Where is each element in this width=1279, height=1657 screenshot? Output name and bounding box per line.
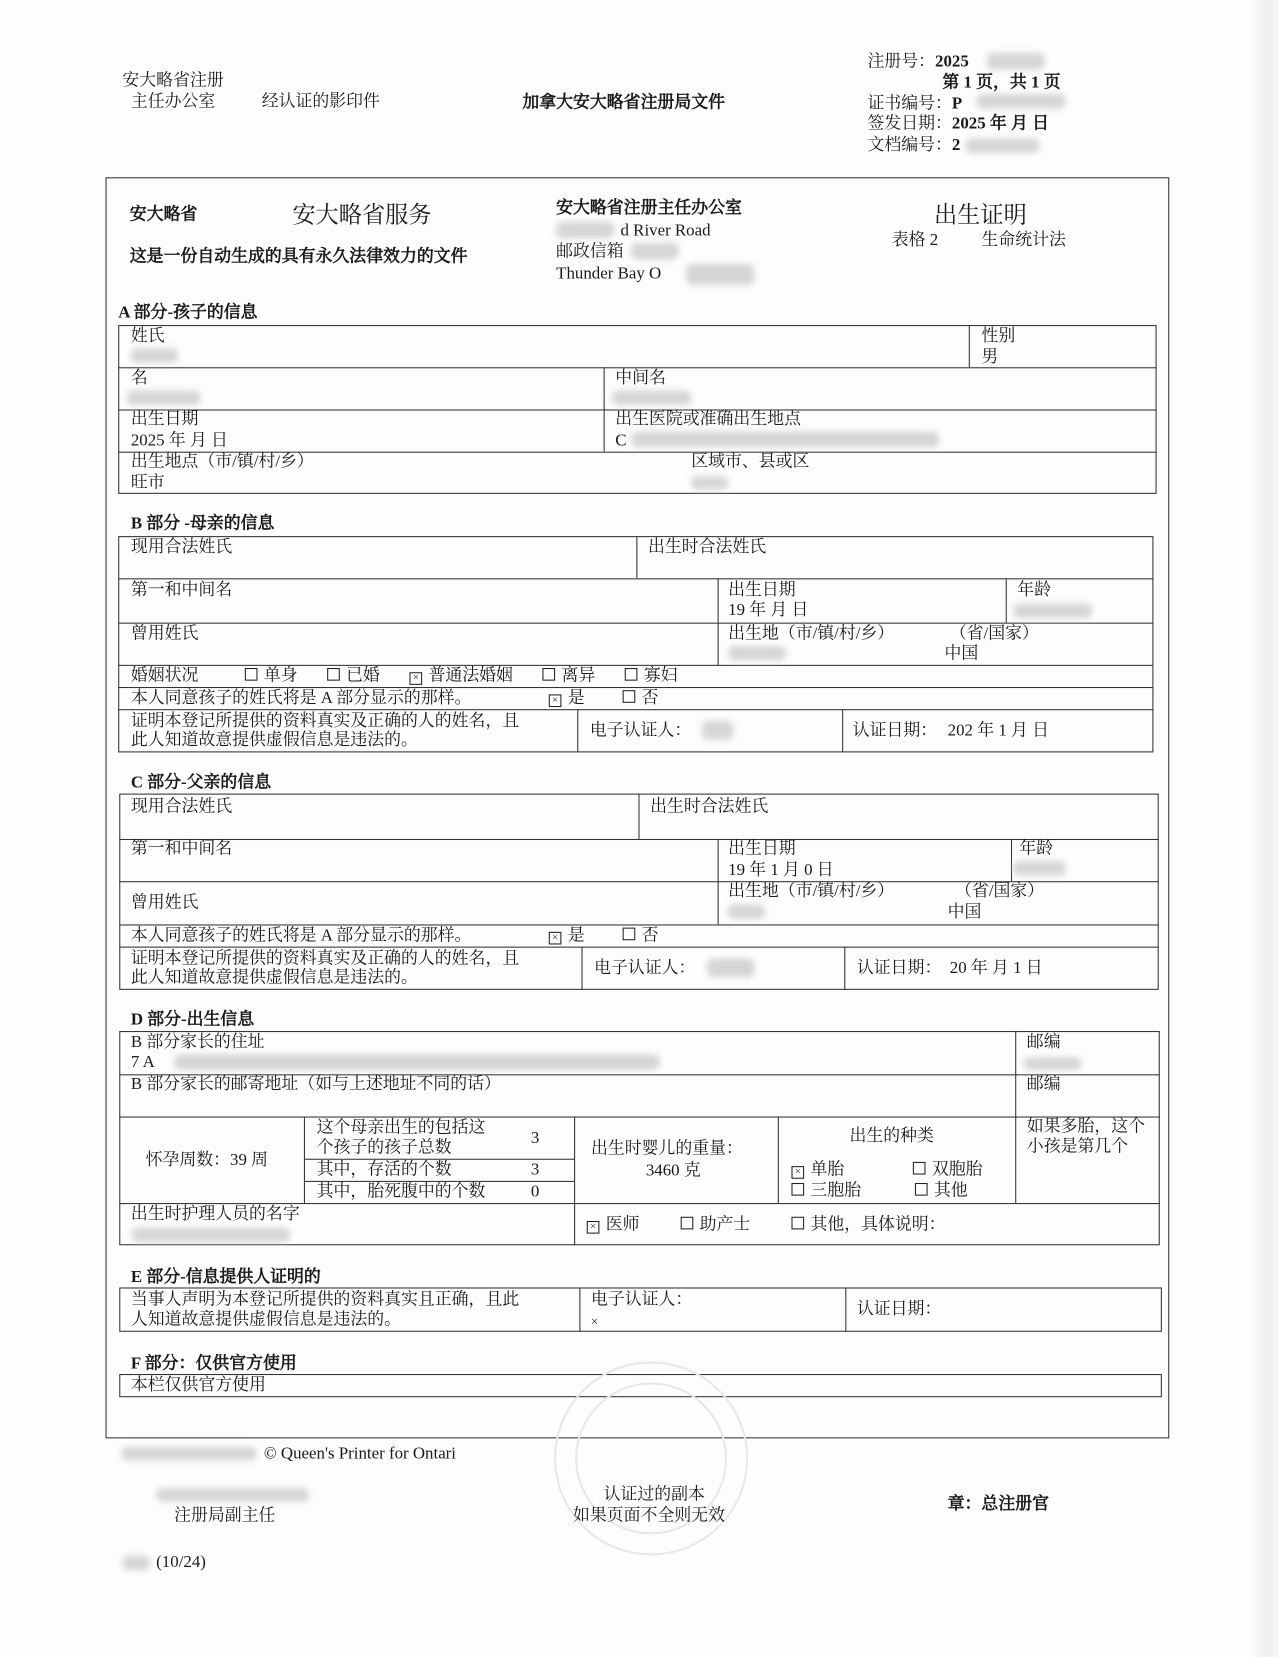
birthplace-label: 出生地点（市/镇/村/乡）: [130, 452, 314, 471]
invalid-note: 如果页面不全则无效: [573, 1506, 726, 1525]
doc-title: 加拿大安大略省注册局文件: [522, 93, 726, 112]
marital-option-widowed[interactable]: 寡妇: [625, 667, 678, 685]
office-city: Thunder Bay O: [556, 264, 662, 283]
checkbox[interactable]: [245, 668, 258, 681]
father-country-value: 中国: [947, 903, 982, 922]
father-age-label: 年龄: [1019, 840, 1054, 858]
middle-name-label: 中间名: [615, 369, 666, 388]
mother-cert-date-value: 202 年 1 月 日: [947, 721, 1049, 740]
marital-option-married[interactable]: 已婚: [327, 667, 380, 685]
reg-no-label: 注册号：: [867, 52, 936, 71]
cert-no-label: 证书编号：: [867, 94, 952, 113]
certificate-title: 出生证明: [933, 201, 1027, 228]
legal-note: 这是一份自动生成的具有永久法律效力的文件: [129, 247, 468, 266]
redaction: [121, 1447, 256, 1461]
redaction: [987, 53, 1045, 70]
checkbox-checked[interactable]: ×: [587, 1221, 600, 1234]
scan-edge: [1247, 0, 1279, 1657]
father-dob-value: 19 年 1 月 0 日: [728, 861, 834, 880]
issue-date-value: 2025 年 月 日: [951, 115, 1050, 133]
province-label: 安大略省: [129, 205, 198, 224]
checkbox[interactable]: [915, 1183, 928, 1196]
weight-value: 3460 克: [645, 1161, 701, 1180]
checkbox-checked[interactable]: ×: [549, 932, 562, 945]
office-line2: 主任办公室: [130, 92, 216, 111]
official-use: 本栏仅供官方使用: [130, 1376, 266, 1395]
reg-no-value: 2025: [935, 52, 969, 71]
redaction: [1024, 1057, 1082, 1070]
checkbox[interactable]: [681, 1217, 694, 1230]
section-e-label: E 部分-信息提供人证明的: [130, 1268, 321, 1287]
mother-dob-value: 19 年 月 日: [728, 601, 809, 620]
redaction: [132, 1227, 290, 1242]
father-dob-label: 出生日期: [728, 840, 796, 858]
marital-option-single[interactable]: 单身: [245, 667, 298, 685]
child-dob-label: 出生日期: [130, 410, 199, 429]
father-birthplace-label: 出生地（市/镇/村/乡）: [728, 882, 895, 901]
mother-country-value: 中国: [944, 644, 979, 663]
checkbox[interactable]: [327, 668, 340, 681]
redaction: [966, 138, 1040, 153]
father-current-surname-label: 现用合法姓氏: [130, 797, 233, 816]
registrar-general-seal: 章：总注册官: [947, 1495, 1049, 1514]
redaction: [174, 1054, 659, 1070]
certified-copy-note: 认证过的副本: [603, 1485, 705, 1504]
office-name: 安大略省注册主任办公室: [556, 199, 742, 218]
gestation: 怀孕周数：39 周: [145, 1151, 269, 1170]
checkbox[interactable]: [542, 668, 555, 681]
redaction: [728, 904, 765, 919]
checkbox[interactable]: [791, 1183, 804, 1196]
hospital-label: 出生医院或准确出生地点: [615, 410, 801, 429]
redaction: [1013, 861, 1066, 876]
checkbox-checked[interactable]: ×: [409, 672, 422, 685]
redaction: [631, 243, 678, 260]
father-consent: 本人同意孩子的姓氏将是 A 部分显示的那样。: [130, 926, 472, 945]
cert-no-value: P: [951, 94, 963, 113]
form-code: (10/24): [156, 1553, 206, 1572]
stillborn-label: 其中，胎死腹中的个数: [316, 1182, 486, 1201]
deputy-registrar: 注册局副主任: [174, 1506, 276, 1525]
marital-status-label: 婚姻状况: [130, 666, 199, 685]
office-address: d River Road: [620, 221, 711, 240]
marital-option-divorced[interactable]: 离异: [542, 667, 595, 685]
page-info: 第 1 页，共 1 页: [942, 73, 1061, 92]
living-value: 3: [530, 1160, 540, 1179]
mother-cert-date-label: 认证日期：: [852, 721, 938, 740]
mother-birthplace-label: 出生地（市/镇/村/乡）: [728, 624, 895, 643]
checkbox[interactable]: [791, 1217, 804, 1230]
father-declaration-2: 此人知道故意提供虚假信息是违法的。: [130, 968, 418, 987]
weight-label: 出生时婴儿的重量：: [590, 1139, 743, 1158]
redaction: [728, 646, 786, 661]
redaction: [686, 264, 755, 285]
checkbox[interactable]: [625, 668, 638, 681]
informant-e-cert-label: 电子认证人：: [590, 1290, 693, 1309]
mother-first-middle-label: 第一和中间名: [130, 581, 233, 600]
office-line1: 安大略省注册: [122, 71, 224, 90]
certified-copy-label: 经认证的影印件: [261, 92, 380, 111]
mailing-postal-label: 邮编: [1026, 1075, 1061, 1094]
father-former-surname-label: 曾用姓氏: [130, 893, 199, 912]
mother-birth-surname-label: 出生时合法姓氏: [647, 538, 767, 557]
birth-type-triplets[interactable]: 三胞胎: [791, 1182, 861, 1201]
po-box: 邮政信箱: [556, 242, 624, 261]
birth-type-label: 出生的种类: [849, 1127, 934, 1146]
father-consent-no[interactable]: 否: [623, 927, 659, 946]
section-b-label: B 部分 -母亲的信息: [130, 514, 275, 533]
residence-value: 7 A: [130, 1053, 155, 1072]
father-e-cert-label: 电子认证人：: [594, 959, 696, 978]
living-label: 其中，存活的个数: [316, 1160, 452, 1179]
informant-e-cert-value: ×: [590, 1313, 599, 1329]
birth-type-single[interactable]: × 单胎: [791, 1161, 844, 1180]
redaction: [556, 222, 614, 239]
mother-e-cert-label: 电子认证人：: [589, 721, 692, 740]
redaction: [131, 348, 178, 363]
issue-date-label: 签发日期：: [867, 115, 952, 133]
total-children-line2: 个孩子的孩子总数: [316, 1138, 452, 1157]
section-c-label: C 部分-父亲的信息: [130, 773, 272, 792]
signature-redaction: [156, 1488, 309, 1502]
child-surname-label: 姓氏: [130, 327, 165, 346]
total-children-value: 3: [530, 1129, 540, 1148]
hospital-value: C: [615, 431, 627, 450]
section-d-label: D 部分-出生信息: [130, 1010, 255, 1029]
attendant-midwife[interactable]: 助产士: [681, 1216, 751, 1235]
father-cert-date-value: 20 年 月 1 日: [949, 959, 1043, 978]
marital-option-common-law[interactable]: × 普通法婚姻: [409, 667, 512, 685]
birth-type-twins[interactable]: 双胞胎: [913, 1161, 983, 1180]
attendant-physician[interactable]: × 医师: [587, 1216, 640, 1235]
mother-consent-no[interactable]: 否: [623, 689, 659, 708]
checkbox[interactable]: [913, 1162, 926, 1175]
redaction: [976, 94, 1066, 109]
multiple-line2: 小孩是第几个: [1026, 1137, 1129, 1156]
region-label: 区域市、县或区: [691, 452, 810, 471]
mother-declaration-2: 此人知道故意提供虚假信息是违法的。: [130, 731, 418, 750]
checkbox-checked[interactable]: ×: [791, 1166, 804, 1179]
marital-options: [245, 667, 678, 686]
birthplace-value: 旺市: [130, 473, 165, 492]
stillborn-value: 0: [530, 1182, 540, 1201]
mother-province-label: （省/国家）: [949, 624, 1039, 643]
attendant-other[interactable]: 其他，具体说明：: [791, 1216, 945, 1235]
mother-former-surname-label: 曾用姓氏: [130, 624, 199, 643]
redaction: [612, 390, 691, 405]
section-f-label: F 部分：仅供官方使用: [130, 1355, 297, 1373]
doc-no-label: 文档编号：: [867, 136, 952, 155]
mother-declaration-1: 证明本登记所提供的资料真实及正确的人的姓名，且: [130, 712, 520, 731]
redaction: [631, 432, 939, 448]
mother-dob-label: 出生日期: [728, 581, 796, 600]
birth-type-other[interactable]: 其他: [915, 1182, 968, 1201]
residence-label: B 部分家长的住址: [130, 1033, 265, 1052]
section-a-label: A 部分-孩子的信息: [118, 303, 258, 322]
residence-postal-label: 邮编: [1026, 1033, 1061, 1052]
checkbox[interactable]: [623, 690, 636, 703]
checkbox[interactable]: [623, 928, 636, 941]
mother-current-surname-label: 现用合法姓氏: [130, 538, 233, 557]
act-name: 生命统计法: [981, 231, 1066, 250]
father-consent-yes[interactable]: × 是: [549, 927, 585, 946]
redaction: [691, 476, 728, 490]
redaction: [1013, 604, 1092, 619]
informant-cert-date-label: 认证日期：: [856, 1300, 942, 1319]
copyright: © Queen's Printer for Ontari: [263, 1444, 457, 1463]
sex-value: 男: [981, 348, 999, 367]
mother-age-label: 年龄: [1017, 581, 1052, 600]
mailing-address-label: B 部分家长的邮寄地址（如与上述地址不同的话）: [130, 1075, 501, 1094]
informant-declaration-2: 人知道故意提供虚假信息是违法的。: [130, 1310, 402, 1329]
total-children-line1: 这个母亲出生的包括这: [316, 1118, 486, 1137]
checkbox-checked[interactable]: ×: [549, 694, 562, 707]
father-birth-surname-label: 出生时合法姓氏: [650, 797, 769, 816]
given-name-label: 名: [130, 369, 148, 388]
form-number: 表格 2: [891, 231, 939, 250]
redaction: [127, 390, 201, 405]
redaction: [702, 721, 734, 740]
child-dob-value: 2025 年 月 日: [130, 431, 228, 450]
multiple-line1: 如果多胎，这个: [1026, 1117, 1146, 1136]
doc-no-value: 2: [951, 136, 961, 155]
father-province-label: （省/国家）: [955, 882, 1045, 901]
father-first-middle-label: 第一和中间名: [130, 840, 233, 858]
mother-consent: 本人同意孩子的姓氏将是 A 部分显示的那样。: [130, 689, 472, 708]
sex-label: 性别: [981, 327, 1016, 346]
informant-declaration-1: 当事人声明为本登记所提供的资料真实且正确，且此: [130, 1290, 520, 1309]
service-title: 安大略省服务: [292, 201, 432, 228]
redaction: [707, 958, 754, 977]
attendant-label: 出生时护理人员的名字: [130, 1205, 300, 1224]
redaction: [122, 1556, 149, 1571]
father-declaration-1: 证明本登记所提供的资料真实及正确的人的姓名，且: [130, 949, 520, 968]
father-cert-date-label: 认证日期：: [856, 959, 942, 978]
mother-consent-yes[interactable]: × 是: [549, 689, 585, 708]
